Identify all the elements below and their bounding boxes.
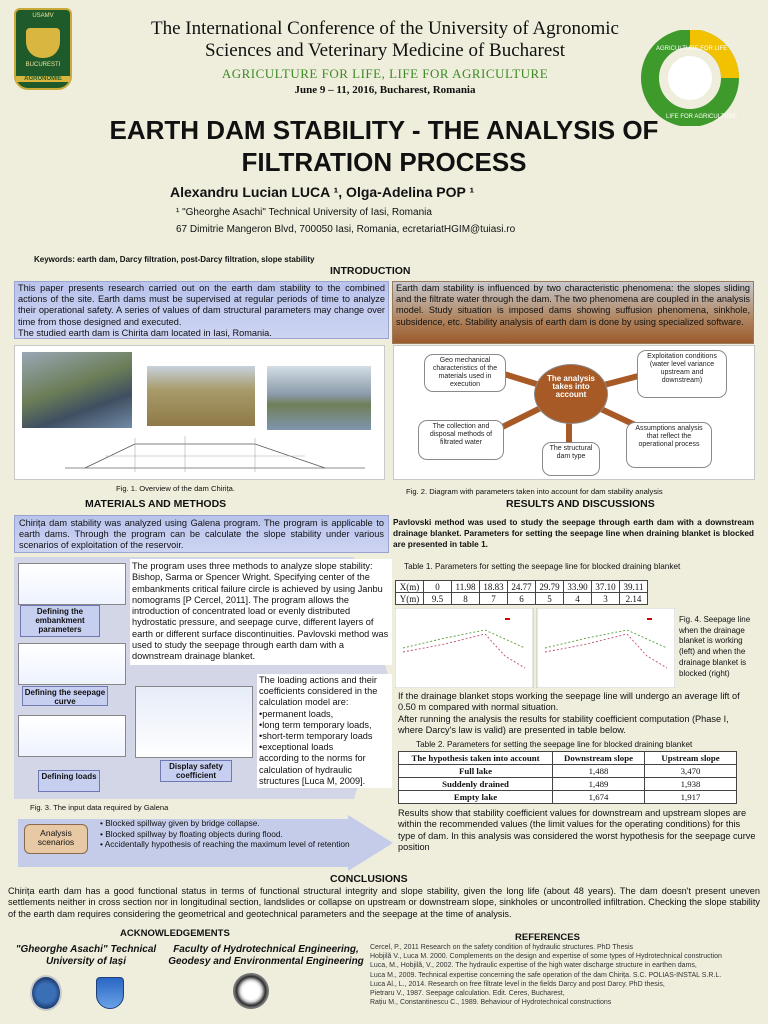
- poster-title: [20, 114, 748, 178]
- conclusions-heading: CONCLUSIONS: [330, 873, 408, 885]
- table2-caption: Table 2. Parameters for setting the seepage line for blocked draining blanket: [416, 740, 693, 749]
- references-heading: REFERENCES: [515, 932, 580, 943]
- table1: [395, 580, 648, 605]
- table1-cell: 18.83: [480, 581, 508, 593]
- table1-cell: 3: [592, 593, 620, 605]
- results-text2: Results show that stability coefficient values for downstream and upstream slopes are within the recommended values (the limit values for the operating conditions) for this type of dam. In this analysis was considered the worst hypothesis for the seepage curve position: [398, 808, 756, 852]
- diagram-node-exploitation: Exploitation conditions (water level variance upstream and downstream): [637, 350, 727, 398]
- table2: [398, 751, 737, 804]
- diagram-node-collection: The collection and disposal methods of filtrated water: [418, 420, 504, 460]
- institution-tuiasi-line1: "Gheorghe Asachi" Technical: [15, 944, 157, 955]
- table1-cell: 11.98: [452, 581, 480, 593]
- conference-title: [80, 18, 690, 62]
- dam-cross-section-drawing: [65, 432, 365, 478]
- galena-screenshot-4: [135, 686, 253, 758]
- table2-header: Downstream slope: [553, 752, 645, 765]
- references-list: [370, 943, 762, 1007]
- figure3-caption: Fig. 3. The input data required by Galena: [30, 803, 169, 812]
- table1-row-x: [396, 581, 648, 593]
- introduction-left-box: [14, 281, 389, 339]
- hydro-faculty-logo: [233, 973, 269, 1009]
- poster-title-line1: EARTH DAM STABILITY - THE ANALYSIS OF: [109, 115, 659, 145]
- table2-cell: 1,674: [553, 791, 645, 804]
- table1-row-y: [396, 593, 648, 605]
- diagram-node-center: The analysis takes into account: [534, 364, 608, 424]
- conference-date: June 9 – 11, 2016, Bucharest, Romania: [294, 84, 476, 96]
- table1-caption: Table 1. Parameters for setting the seepage line for blocked draining blanket: [404, 562, 681, 571]
- diagram-node-geomechanical: Geo mechanical characteristics of the materials used in execution: [424, 354, 506, 392]
- conference-title-line1: The International Conference of the University of Agronomic: [151, 18, 619, 39]
- conference-motto: AGRICULTURE FOR LIFE, LIFE FOR AGRICULTURE: [221, 66, 549, 81]
- tuiasi-logo: [30, 975, 62, 1011]
- shield-icon: [26, 28, 60, 58]
- dam-photo-1: [22, 352, 132, 428]
- analysis-scenarios-label: Analysis scenarios: [24, 824, 88, 854]
- agri-logo-text-2: LIFE FOR AGRICULTURE: [666, 114, 737, 120]
- table1-cell: 4: [564, 593, 592, 605]
- table1-cell: 7: [480, 593, 508, 605]
- galena-screenshot-3: [18, 715, 126, 757]
- authors: Alexandru Lucian LUCA ¹, Olga-Adelina POP ¹: [170, 184, 475, 200]
- figure-analysis-diagram: [393, 345, 755, 480]
- table2-header: Upstream slope: [645, 752, 737, 765]
- table2-cell: 3,470: [645, 765, 737, 778]
- table2-row: [399, 765, 737, 778]
- figure-seepage-plots: [395, 608, 675, 688]
- load-item: •short-term temporary loads: [259, 731, 373, 742]
- diagram-node-assumptions: Assumptions analysis that reflect the operational process: [626, 422, 712, 468]
- keywords: Keywords: earth dam, Darcy filtration, post-Darcy filtration, slope stability: [34, 255, 315, 264]
- introduction-heading: INTRODUCTION: [330, 265, 411, 277]
- table2-cell: 1,917: [645, 791, 737, 804]
- introduction-left-text: This paper presents research carried out on the earth dam stability to the combined actions of the site. Earth dams must be supervised at regular periods of time to analyze their operational safety. A series of values of dam structural parameters may change over time from those designed and executed.: [18, 283, 385, 327]
- faculty-shield-logo: [96, 977, 124, 1009]
- conclusions-text: Chirița earth dam has a good functional status in terms of functional structural integrity and slope stability, given the long life (about 48 years). The dam doesn't present uneven settlements neither in cross section nor in longitudinal section, landslides or collapse on upstream or downstream slope, sinkholes or uncontrolled infiltration. Checking the slope stability of the earth dam requires considering the geometrical and geotechnical parameters and the seepage at the time of analysis.: [8, 886, 760, 919]
- institution-faculty-line2: Geodesy and Environmental Engineering: [168, 956, 364, 967]
- load-item: •exceptional loads: [259, 742, 334, 753]
- institution-tuiasi: [6, 944, 166, 968]
- figure2-caption: Fig. 2. Diagram with parameters taken into account for dam stability analysis: [406, 487, 663, 496]
- table2-row: [399, 791, 737, 804]
- table2-cell: 1,938: [645, 778, 737, 791]
- table1-cell: 37.10: [592, 581, 620, 593]
- table2-cell: Suddenly drained: [399, 778, 553, 791]
- dam-photo-2: [147, 366, 255, 426]
- scenario-item: • Blocked spillway given by bridge collapse.: [100, 818, 260, 828]
- diagram-node-structural-type: The structural dam type: [542, 442, 600, 476]
- reference-item: Hobjilă V., Luca M. 2000. Complements on the design and expertise of some types of Hydrotechnical construction: [370, 953, 722, 961]
- table1-row-label: Y(m): [396, 593, 424, 605]
- introduction-left-text2: The studied earth dam is Chirita dam located in Iasi, Romania.: [18, 327, 272, 338]
- table2-header: The hypothesis taken into account: [399, 752, 553, 765]
- institution-faculty: [166, 944, 366, 968]
- results-text1-b: After running the analysis the results for stability coefficient computation (Phase I, where Darcy's law is valid) are presented in table below.: [398, 713, 729, 735]
- table1-cell: 8: [452, 593, 480, 605]
- figure-dam-overview: [14, 345, 385, 480]
- table2-cell: Empty lake: [399, 791, 553, 804]
- table2-cell: Full lake: [399, 765, 553, 778]
- reference-item: Cercel, P., 2011 Research on the safety condition of hydraulic structures. PhD Thesis: [370, 944, 634, 951]
- table1-cell: 0: [424, 581, 452, 593]
- usamv-logo-text-bottom: AGRONOMIE: [16, 76, 70, 82]
- table2-header-row: [399, 752, 737, 765]
- introduction-right-box: Earth dam stability is influenced by two characteristic phenomena: the slopes sliding and the filtrate water through the dam. The two phenomena are coupled in the analysis model. Study situation is imposed dams showing suffusion phenomena, sinkhole, subsidence, etc. Stability analysis of earth dam is done by using specialized software.: [392, 281, 754, 344]
- conference-title-line2: Sciences and Veterinary Medicine of Bucharest: [205, 40, 565, 61]
- table2-cell: 1,489: [553, 778, 645, 791]
- callout-safety-coefficient: Display safety coefficient: [160, 760, 232, 782]
- galena-screenshot-2: [18, 643, 126, 685]
- reference-item: Luca M., 2009. Technical expertise concerning the safe operation of the dam Chirița. S.C. POLIAS-INSTAL S.R.L.: [370, 971, 722, 979]
- poster-title-line2: FILTRATION PROCESS: [241, 147, 527, 177]
- table1-row-label: X(m): [396, 581, 424, 593]
- galena-program-text: The program uses three methods to analyze slope stability: Bishop, Sarma or Spencer Wright. Specifying center of the embankments critical failure circle is achieved by using Janbu nomograms [P Cercel, 2011]. The program allows the introduction of concentrated load or evenly distributed hydrostatic pressure, and seepage curve, different layers of earth or different surface discontinuities. Pavlovski method was used to study the seepage through earth dam with a downstream drainage blanket.: [130, 559, 392, 665]
- institution-tuiasi-line2: University of Iași: [45, 956, 127, 967]
- table1-cell: 5: [536, 593, 564, 605]
- table2-cell: 1,488: [553, 765, 645, 778]
- callout-embankment-params: Defining the embankment parameters: [20, 605, 100, 637]
- dam-photo-3: [267, 366, 371, 430]
- scenarios-list: [100, 818, 370, 850]
- usamv-logo-text-mid: BUCURESTI: [25, 62, 61, 68]
- reference-item: Pietraru V., 1987. Seepage calculation. Edit. Ceres, Bucharest,: [370, 990, 565, 998]
- callout-loads: Defining loads: [38, 770, 100, 792]
- address: 67 Dimitrie Mangeron Blvd, 700050 Iasi, Romania, ecretariatHGIM@tuiasi.ro: [176, 224, 516, 235]
- results-intro: Pavlovski method was used to study the seepage through earth dam with a downstream drainage blanket. Parameters for setting the seepage line when draining blanket is blocked are presented in table 1.: [393, 517, 754, 549]
- loading-actions-text: [257, 674, 392, 788]
- reference-item: Luca Al., L., 2014. Research on free filtrate level in the fields Darcy and post Darcy. PhD thesis,: [370, 980, 665, 988]
- table1-cell: 39.11: [620, 581, 648, 593]
- usamv-logo-text-top: USAMV: [32, 13, 54, 19]
- table1-cell: 2.14: [620, 593, 648, 605]
- figure4-caption: Fig. 4. Seepage line when the drainage blanket is working (left) and when the drainage blanket is blocked (right): [679, 615, 751, 678]
- galena-screenshot-1: [18, 563, 126, 605]
- conference-header: [0, 0, 768, 120]
- scenario-item: • Blocked spillway by floating objects during flood.: [100, 828, 283, 839]
- load-item: •long term temporary loads,: [259, 719, 372, 730]
- institution-faculty-line1: Faculty of Hydrotechnical Engineering,: [173, 944, 359, 955]
- table1-cell: 29.79: [536, 581, 564, 593]
- agriculture-for-life-logo: [626, 30, 754, 126]
- table1-cell: 33.90: [564, 581, 592, 593]
- agri-logo-text-1: AGRICULTURE FOR LIFE: [656, 46, 728, 52]
- results-text1-a: If the drainage blanket stops working the seepage line will undergo an average lift of 0.50 m compared with normal situation.: [398, 691, 740, 713]
- results-heading: RESULTS AND DISCUSSIONS: [506, 498, 655, 510]
- table2-row: [399, 778, 737, 791]
- figure1-caption: Fig. 1. Overview of the dam Chirița.: [116, 484, 236, 493]
- loads-intro: The loading actions and their coefficients considered in the calculation model are:: [259, 675, 378, 708]
- table1-cell: 24.77: [508, 581, 536, 593]
- materials-intro: Chirița dam stability was analyzed using Galena program. The program is applicable to earth dams. Through the program can be calculate the slope stability under various scenarios of exploitation of the reservoir.: [14, 515, 389, 553]
- acknowledgements-heading: ACKNOWLEDGEMENTS: [120, 928, 230, 939]
- table1-cell: 9.5: [424, 593, 452, 605]
- usamv-logo: [14, 8, 72, 90]
- callout-seepage-curve: Defining the seepage curve: [22, 686, 108, 706]
- reference-item: Rațiu M., Constantinescu C., 1989. Behaviour of Hydrotechnical constructions: [370, 999, 612, 1007]
- reference-item: Luca, M., Hobjilă, V., 2002. The hydraulic expertise of the high water discharge structure in earthen dams,: [370, 962, 697, 970]
- materials-heading: MATERIALS AND METHODS: [85, 498, 227, 510]
- table1-cell: 6: [508, 593, 536, 605]
- results-text1: [398, 691, 756, 736]
- scenario-item: • Accidentally hypothesis of reaching the maximum level of retention: [100, 839, 350, 850]
- affiliation: ¹ "Gheorghe Asachi" Technical University of Iasi, Romania: [176, 207, 432, 218]
- load-item: •permanent loads,: [259, 708, 334, 719]
- loads-outro: according to the norms for calculation of hydraulic structures [Luca M, 2009].: [259, 753, 366, 786]
